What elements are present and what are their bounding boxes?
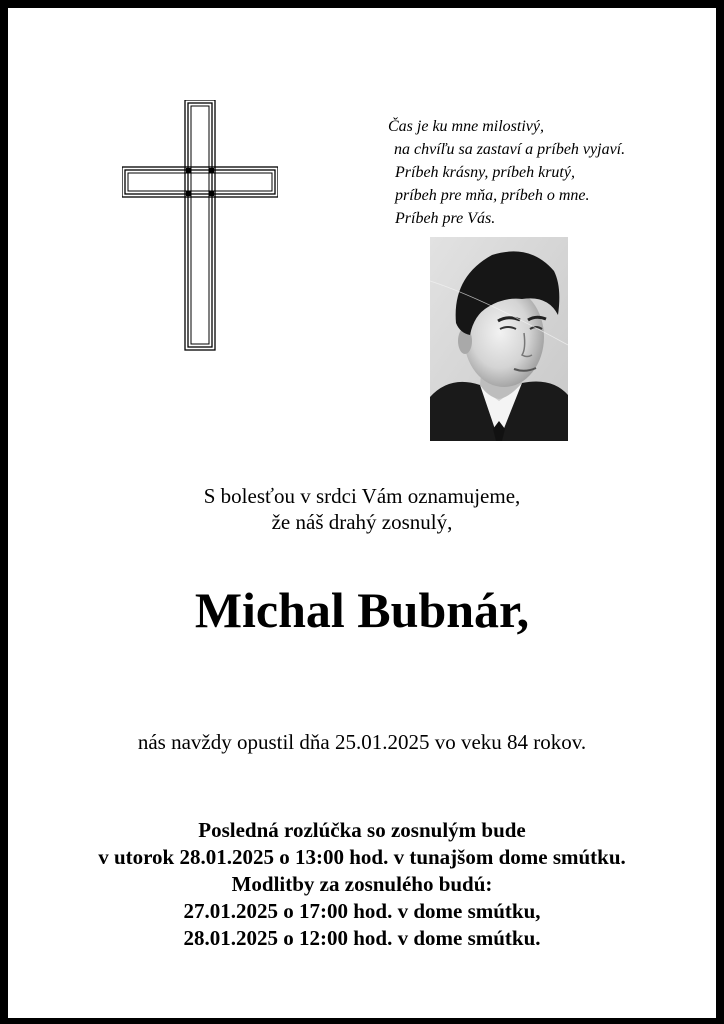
intro-line: S bolesťou v srdci Vám oznamujeme, <box>203 484 521 508</box>
intro-line: že náš drahý zosnulý, <box>271 510 453 534</box>
ceremony-line: 28.01.2025 o 12:00 hod. v dome smútku. <box>183 926 541 950</box>
ceremony-line: Modlitby za zosnulého budú: <box>231 872 493 896</box>
announcement-intro <box>0 483 724 535</box>
poem <box>388 115 698 230</box>
poem-line: Čas je ku mne milostivý, <box>388 118 544 135</box>
deceased-name: Michal Bubnár, <box>194 582 530 638</box>
ceremony-details <box>0 817 724 952</box>
ceremony-line: v utorok 28.01.2025 o 13:00 hod. v tunajšom dome smútku. <box>98 845 626 869</box>
poem-line: Príbeh krásny, príbeh krutý, <box>395 164 575 181</box>
cross-icon <box>122 100 278 352</box>
death-notice: nás navždy opustil dňa 25.01.2025 vo veku 84 rokov. <box>137 730 587 754</box>
poem-line: Príbeh pre Vás. <box>395 210 496 227</box>
poem-line: na chvíľu sa zastaví a príbeh vyjaví. <box>394 141 626 158</box>
poem-line: príbeh pre mňa, príbeh o mne. <box>395 187 590 204</box>
ceremony-line: Posledná rozlúčka so zosnulým bude <box>198 818 526 842</box>
portrait-photo <box>430 237 568 441</box>
ceremony-line: 27.01.2025 o 17:00 hod. v dome smútku, <box>183 899 541 923</box>
